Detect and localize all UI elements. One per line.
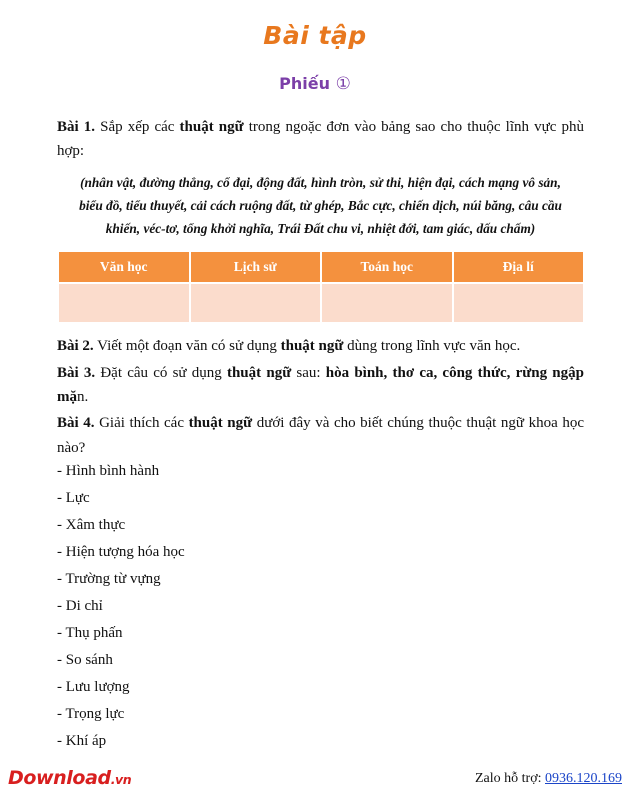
exercise-3-bold-list: hòa bình, thơ ca, công thức, rừng ngập mặ bbox=[57, 364, 584, 405]
exercise-2-text-before: Viết một đoạn văn có sử dụng bbox=[93, 338, 281, 355]
exercise-1-prompt bbox=[57, 115, 584, 164]
exercise-3-bold-term: thuật ngữ bbox=[226, 364, 292, 381]
answer-cell-toan-hoc[interactable] bbox=[322, 284, 452, 322]
exercise-3-label: Bài 3. bbox=[57, 364, 96, 381]
list-item: - Lực bbox=[57, 489, 90, 506]
list-item: - So sánh bbox=[57, 651, 113, 668]
exercise-2-bold-term: thuật ngữ bbox=[280, 338, 344, 355]
list-item: - Hiện tượng hóa học bbox=[57, 543, 185, 560]
exercise-1-label: Bài 1. bbox=[57, 119, 96, 136]
exercise-3-text-mid: sau: bbox=[291, 364, 326, 381]
exercise-1-text-before: Sắp xếp các bbox=[95, 119, 180, 136]
exercise-4-text-after: dưới đây và cho biết chúng thuộc thuật ngữ khoa học nào? bbox=[57, 415, 584, 456]
exercise-4-bold-term: thuật ngữ bbox=[188, 415, 253, 432]
page-footer bbox=[0, 752, 630, 798]
exercise-2-prompt bbox=[57, 334, 584, 358]
exercise-2-label: Bài 2. bbox=[57, 338, 94, 355]
exercise-4-label: Bài 4. bbox=[57, 415, 95, 432]
answer-cell-van-hoc[interactable] bbox=[59, 284, 189, 322]
page-title: Bài tập bbox=[263, 21, 367, 50]
exercise-3-text-before: Đặt câu có sử dụng bbox=[95, 364, 227, 381]
list-item: - Di chỉ bbox=[57, 597, 103, 614]
list-item: - Lưu lượng bbox=[57, 678, 130, 695]
zalo-support bbox=[475, 772, 622, 786]
list-item: - Trọng lực bbox=[57, 705, 125, 722]
exercise-3-text-after: n. bbox=[77, 388, 89, 405]
exercise-2-text-after: dùng trong lĩnh vực văn học. bbox=[343, 338, 521, 355]
list-item: - Khí áp bbox=[57, 732, 107, 749]
sorting-table-wrapper bbox=[57, 250, 584, 324]
exercise-4-text-before: Giải thích các bbox=[94, 415, 189, 432]
table-header-toan-hoc: Toán học bbox=[322, 252, 452, 282]
worksheet-content bbox=[0, 115, 630, 761]
exercise-4-term-list bbox=[57, 464, 584, 761]
table-row bbox=[59, 284, 583, 322]
answer-cell-dia-li[interactable] bbox=[454, 284, 584, 322]
brand-tld: .vn bbox=[110, 772, 132, 787]
table-header-lich-su: Lịch sử bbox=[191, 252, 321, 282]
table-header-van-hoc: Văn học bbox=[59, 252, 189, 282]
sheet-number-badge: ① bbox=[335, 73, 351, 94]
list-item: - Thụ phấn bbox=[57, 624, 123, 641]
list-item: - Xâm thực bbox=[57, 516, 126, 533]
download-vn-logo[interactable] bbox=[8, 769, 131, 788]
exercise-4-prompt bbox=[57, 411, 584, 460]
sheet-title bbox=[0, 50, 630, 94]
list-item: - Trường từ vựng bbox=[57, 570, 161, 587]
sorting-table bbox=[57, 250, 585, 324]
answer-cell-lich-su[interactable] bbox=[191, 284, 321, 322]
list-item: - Hình bình hành bbox=[57, 462, 160, 479]
sheet-title-label: Phiếu bbox=[279, 73, 330, 93]
exercise-1-term-bank: (nhân vật, đường thẳng, cổ đại, động đất, hình tròn, sử thi, hiện đại, cách mạng vô sản, biểu đồ, tiểu thuyết, cải cách ruộng đất, từ ghép, Bắc cực, chiến dịch, núi băng, câu cầu khiến, véc-tơ, tổng khởi nghĩa, Trái Đất chu vi, nhiệt đới, tam giác, dấu chấm) bbox=[79, 174, 562, 236]
exercise-1-text-after: trong ngoặc đơn vào bảng sao cho thuộc lĩnh vực phù hợp: bbox=[57, 119, 584, 160]
zalo-support-phone[interactable]: 0936.120.169 bbox=[545, 771, 622, 786]
exercise-3-prompt bbox=[57, 361, 584, 410]
table-header-dia-li: Địa lí bbox=[454, 252, 584, 282]
exercise-1-bold-term: thuật ngữ bbox=[179, 119, 244, 136]
zalo-support-label: Zalo hỗ trợ: bbox=[475, 771, 545, 786]
brand-name: Download bbox=[8, 767, 111, 789]
table-header-row bbox=[59, 252, 583, 282]
